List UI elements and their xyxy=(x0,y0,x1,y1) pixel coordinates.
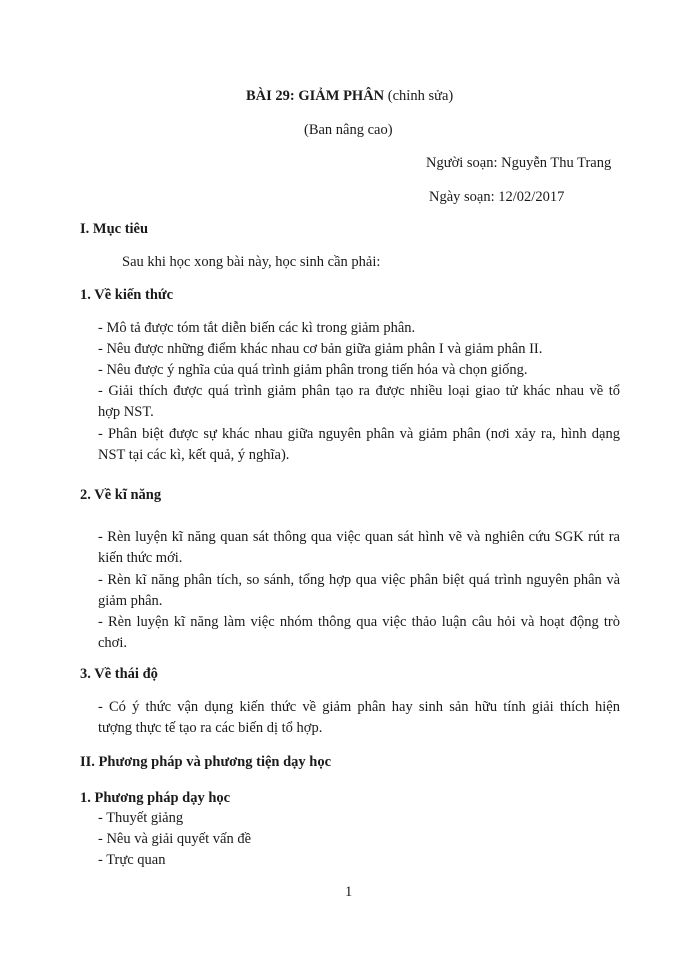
method-item: - Thuyết giảng xyxy=(98,810,184,826)
subsection-heading-attitude: 3. Về thái độ xyxy=(80,666,158,682)
document-subtitle: (Ban nâng cao) xyxy=(304,122,393,138)
document-title xyxy=(246,88,453,105)
attitude-line: tượng thực tế tạo ra các biến dị tổ hợp. xyxy=(98,720,323,736)
skills-line: - Rèn kĩ năng phân tích, so sánh, tổng hợp qua việc phân biệt quá trình nguyên phân và xyxy=(98,572,620,588)
skills-line: - Rèn luyện kĩ năng quan sát thông qua việc quan sát hình vẽ và nghiên cứu SGK rút ra xyxy=(98,529,620,545)
subsection-heading-knowledge: 1. Về kiến thức xyxy=(80,287,174,303)
objectives-intro: Sau khi học xong bài này, học sinh cần phải: xyxy=(122,254,381,270)
section-heading-methods: II. Phương pháp và phương tiện dạy học xyxy=(80,754,332,770)
author-line: Người soạn: Nguyễn Thu Trang xyxy=(426,155,612,171)
skills-line: giảm phân. xyxy=(98,593,163,609)
knowledge-line: - Mô tả được tóm tắt diễn biến các kì trong giảm phân. xyxy=(98,320,416,336)
knowledge-line: - Phân biệt được sự khác nhau giữa nguyên phân và giảm phân (nơi xảy ra, hình dạng xyxy=(98,426,620,442)
method-item: - Nêu và giải quyết vấn đề xyxy=(98,831,252,847)
title-main: BÀI 29: GIẢM PHÂN xyxy=(246,88,385,104)
subsection-heading-skills: 2. Về kĩ năng xyxy=(80,487,162,503)
knowledge-line: - Nêu được ý nghĩa của quá trình giảm phân trong tiến hóa và chọn giống. xyxy=(98,362,528,378)
knowledge-line: - Nêu được những điểm khác nhau cơ bản giữa giảm phân I và giảm phân II. xyxy=(98,341,543,357)
attitude-line: - Có ý thức vận dụng kiến thức về giảm phân hay sinh sản hữu tính giải thích hiện xyxy=(98,699,620,715)
knowledge-line: NST tại các kì, kết quả, ý nghĩa). xyxy=(98,447,290,463)
date-line: Ngày soạn: 12/02/2017 xyxy=(429,189,565,205)
skills-line: chơi. xyxy=(98,635,128,651)
knowledge-line: hợp NST. xyxy=(98,404,154,420)
title-note: (chỉnh sửa) xyxy=(387,88,454,104)
skills-line: kiến thức mới. xyxy=(98,550,183,566)
knowledge-line: - Giải thích được quá trình giảm phân tạo ra được nhiều loại giao tử khác nhau về tổ xyxy=(98,383,620,399)
page-number: 1 xyxy=(345,884,353,900)
subsection-heading-teaching-methods: 1. Phương pháp dạy học xyxy=(80,790,231,806)
section-heading-objectives: I. Mục tiêu xyxy=(80,221,149,237)
method-item: - Trực quan xyxy=(98,852,166,868)
skills-line: - Rèn luyện kĩ năng làm việc nhóm thông qua việc thảo luận câu hỏi và hoạt động trò xyxy=(98,614,620,630)
